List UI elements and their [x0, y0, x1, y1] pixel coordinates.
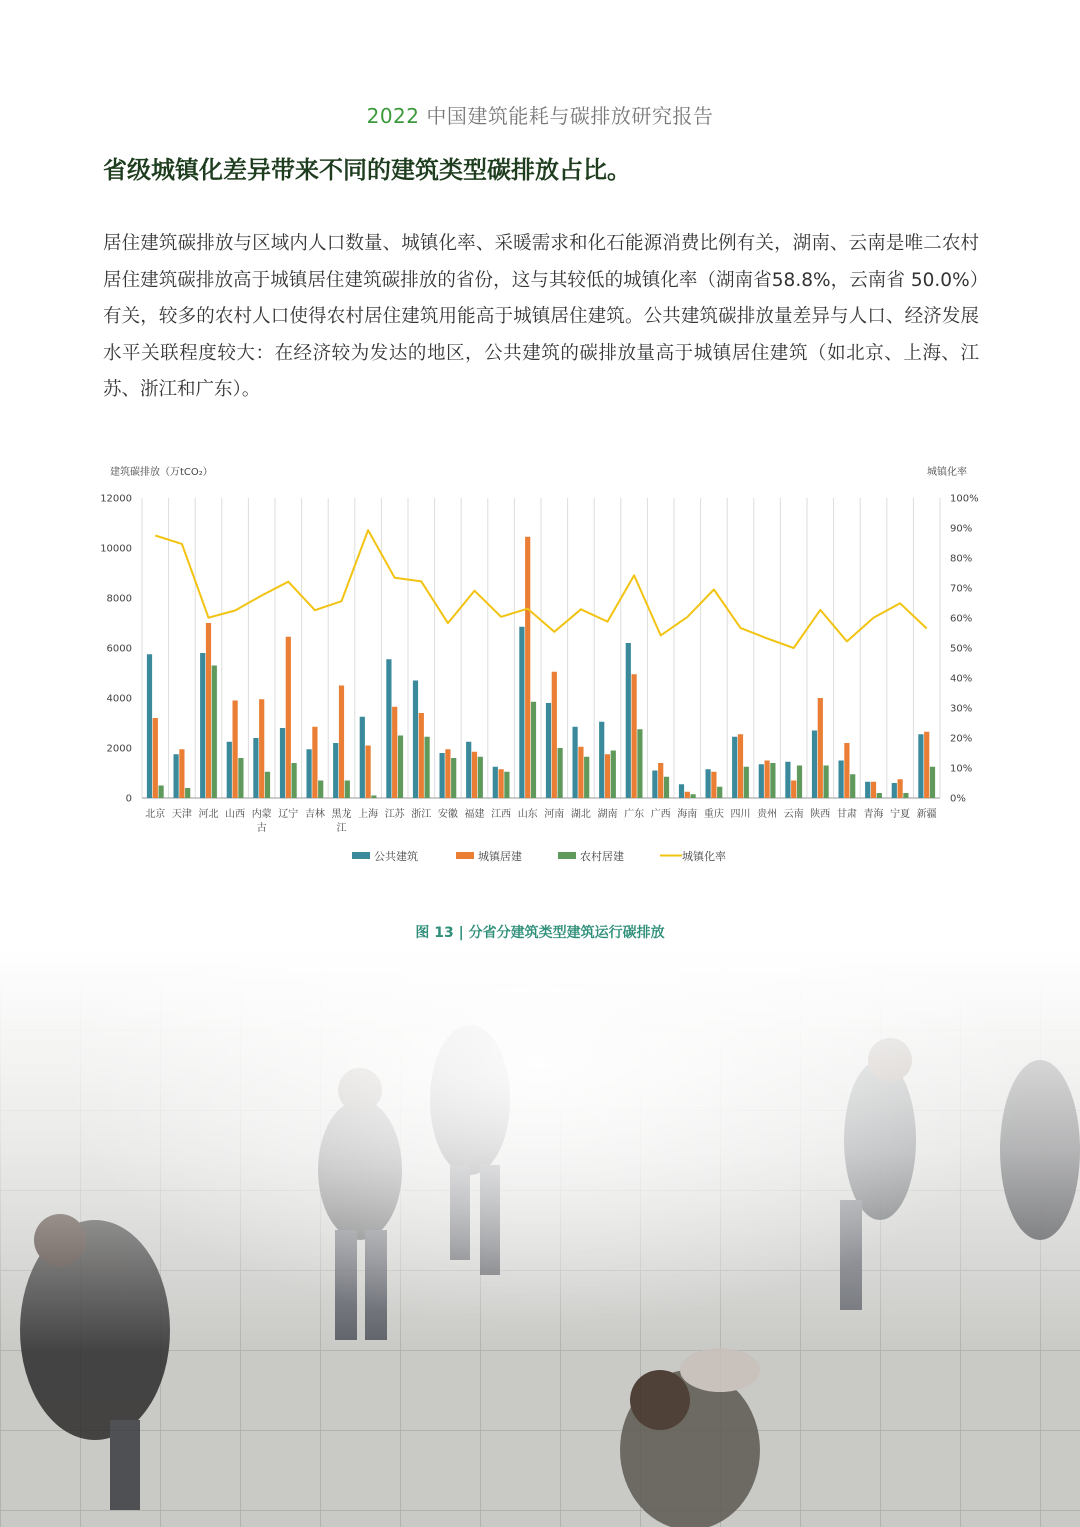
legend-label: 城镇居建 [478, 850, 522, 863]
carbon-emission-chart [100, 455, 980, 885]
x-tick-label: 古 [256, 823, 267, 834]
y-left-tick-label: 8000 [106, 593, 132, 605]
x-tick-label: 海南 [677, 809, 698, 820]
bar [850, 774, 855, 798]
x-tick-label: 重庆 [703, 809, 724, 820]
bar [664, 777, 669, 798]
x-tick-label: 天津 [171, 809, 192, 820]
bar [339, 686, 344, 799]
bar [525, 537, 530, 798]
y-left-tick-label: 6000 [106, 643, 132, 655]
bar [892, 783, 897, 798]
bar [844, 743, 849, 798]
bar [812, 731, 817, 799]
y-right-tick-label: 0% [950, 793, 966, 805]
figure-caption: 图 13 | 分省分建筑类型建筑运行碳排放 [415, 925, 665, 941]
bar [371, 796, 376, 799]
x-tick-label: 上海 [358, 809, 379, 820]
chart-container [100, 455, 980, 885]
bar [626, 643, 631, 798]
y-right-tick-label: 60% [950, 613, 973, 625]
x-tick-label: 安徽 [437, 809, 458, 820]
x-tick-label: 广东 [624, 809, 645, 820]
bar [744, 767, 749, 798]
bar [658, 763, 663, 798]
y-left-tick-label: 2000 [106, 743, 132, 755]
bar [499, 769, 504, 798]
x-tick-label: 湖南 [597, 809, 618, 820]
x-tick-label: 湖北 [570, 809, 591, 820]
legend-label: 农村居建 [580, 850, 624, 863]
bar [903, 793, 908, 798]
y-right-tick-label: 100% [950, 493, 979, 505]
y-right-tick-label: 10% [950, 763, 973, 775]
bar [265, 772, 270, 798]
legend-label: 城镇化率 [682, 850, 726, 863]
x-tick-label: 云南 [783, 809, 804, 820]
bar [206, 623, 211, 798]
body-paragraph: 居住建筑碳排放与区域内人口数量、城镇化率、采暖需求和化石能源消费比例有关，湖南、云南是唯二农村居住建筑碳排放高于城镇居住建筑碳排放的省份，这与其较低的城镇化率（湖南省58.8%，云南省 50.0%）有关，较多的农村人口使得农村居住建筑用能高于城镇居住建筑。公共建筑碳排放量差异与人口、经济发展水平关联程度较大：在经济较为发达的地区，公共建筑的碳排放量高于城镇居住建筑（如北京、上海、江苏、浙江和广东）。 [103, 233, 979, 400]
x-tick-label: 广西 [650, 809, 671, 820]
bar [212, 666, 217, 799]
bar [419, 713, 424, 798]
bar [824, 766, 829, 799]
bar [466, 742, 471, 798]
bar [785, 762, 790, 798]
bar [738, 734, 743, 798]
bar [312, 727, 317, 798]
bar [877, 793, 882, 798]
bar [179, 749, 184, 798]
report-header [0, 100, 1080, 129]
bar [637, 729, 642, 798]
y-right-axis-title: 城镇化率 [927, 467, 967, 478]
y-right-tick-label: 50% [950, 643, 973, 655]
bar [478, 757, 483, 798]
x-tick-label: 河北 [198, 809, 219, 820]
bar [345, 781, 350, 799]
bar [679, 784, 684, 798]
x-tick-label: 内蒙 [251, 809, 272, 820]
bar [632, 674, 637, 798]
bar [706, 769, 711, 798]
x-tick-label: 吉林 [304, 809, 325, 820]
x-tick-label: 北京 [145, 809, 166, 820]
crowd-photo [0, 950, 1080, 1527]
bar [366, 746, 371, 799]
bar [147, 654, 152, 798]
bar [770, 763, 775, 798]
report-title: 中国建筑能耗与碳排放研究报告 [426, 104, 714, 128]
bar [584, 757, 589, 798]
bar [440, 753, 445, 798]
y-left-tick-label: 4000 [106, 693, 132, 705]
x-tick-label: 福建 [464, 809, 485, 820]
bar [159, 786, 164, 799]
bar [307, 749, 312, 798]
bar [818, 698, 823, 798]
bar [531, 702, 536, 798]
x-tick-label: 甘肃 [836, 809, 857, 820]
bar [259, 699, 264, 798]
y-left-tick-label: 10000 [100, 543, 132, 555]
bar [791, 781, 796, 799]
x-tick-label: 江西 [491, 809, 512, 820]
x-tick-label: 江苏 [384, 809, 405, 820]
bar [871, 782, 876, 798]
bar [398, 736, 403, 799]
x-tick-label: 贵州 [757, 809, 778, 820]
bar [392, 707, 397, 798]
x-tick-label: 山东 [517, 809, 538, 820]
bar [605, 754, 610, 798]
bar [717, 787, 722, 798]
legend-swatch [352, 852, 370, 859]
bar [865, 782, 870, 798]
bar [472, 752, 477, 798]
bar [318, 781, 323, 799]
legend-label: 公共建筑 [374, 850, 418, 863]
x-tick-label: 新疆 [916, 809, 937, 820]
bar [174, 754, 179, 798]
bar [280, 728, 285, 798]
report-year: 2022 [366, 104, 420, 128]
x-tick-label: 黑龙 [331, 809, 352, 820]
bar [238, 758, 243, 798]
x-tick-label: 浙江 [411, 809, 432, 820]
bar [292, 763, 297, 798]
bar [451, 758, 456, 798]
y-right-tick-label: 20% [950, 733, 973, 745]
legend-swatch [456, 852, 474, 859]
bar [386, 659, 391, 798]
bar [227, 742, 232, 798]
y-left-tick-label: 12000 [100, 493, 132, 505]
y-right-tick-label: 90% [950, 523, 973, 535]
bar [233, 701, 238, 799]
bar [611, 751, 616, 799]
bar [711, 772, 716, 798]
bar [286, 637, 291, 798]
bar [200, 653, 205, 798]
bar [546, 703, 551, 798]
x-tick-label: 青海 [863, 809, 884, 820]
bar [360, 717, 365, 798]
bar [558, 748, 563, 798]
x-tick-label: 河南 [544, 809, 565, 820]
bar [918, 734, 923, 798]
bar [652, 771, 657, 799]
y-right-tick-label: 70% [950, 583, 973, 595]
y-left-tick-label: 0 [125, 793, 132, 805]
bar [253, 738, 258, 798]
x-tick-label: 宁夏 [890, 809, 911, 820]
x-tick-label: 陕西 [810, 809, 831, 820]
y-right-tick-label: 30% [950, 703, 973, 715]
x-tick-label: 辽宁 [278, 809, 299, 820]
bar [685, 792, 690, 798]
x-tick-label: 江 [336, 823, 347, 834]
section-heading: 省级城镇化差异带来不同的建筑类型碳排放占比。 [103, 156, 631, 184]
x-tick-label: 山西 [225, 809, 246, 820]
bar [839, 761, 844, 799]
bar [333, 743, 338, 798]
bar [599, 722, 604, 798]
bar [573, 727, 578, 798]
bar [898, 779, 903, 798]
bar [765, 761, 770, 799]
x-tick-label: 四川 [730, 809, 751, 820]
bar [519, 627, 524, 798]
bar [493, 767, 498, 798]
bar [185, 788, 190, 798]
bar [759, 764, 764, 798]
y-left-axis-title: 建筑碳排放（万tCO₂） [110, 467, 213, 478]
y-right-tick-label: 80% [950, 553, 973, 565]
bar [413, 681, 418, 799]
bar [445, 749, 450, 798]
bar [691, 794, 696, 798]
bar [930, 767, 935, 798]
bar [797, 766, 802, 799]
bar [732, 737, 737, 798]
bar [425, 737, 430, 798]
y-right-tick-label: 40% [950, 673, 973, 685]
bar [924, 732, 929, 798]
bar [552, 672, 557, 798]
legend-swatch [558, 852, 576, 859]
bar [578, 747, 583, 798]
bar [153, 718, 158, 798]
bar [504, 772, 509, 798]
